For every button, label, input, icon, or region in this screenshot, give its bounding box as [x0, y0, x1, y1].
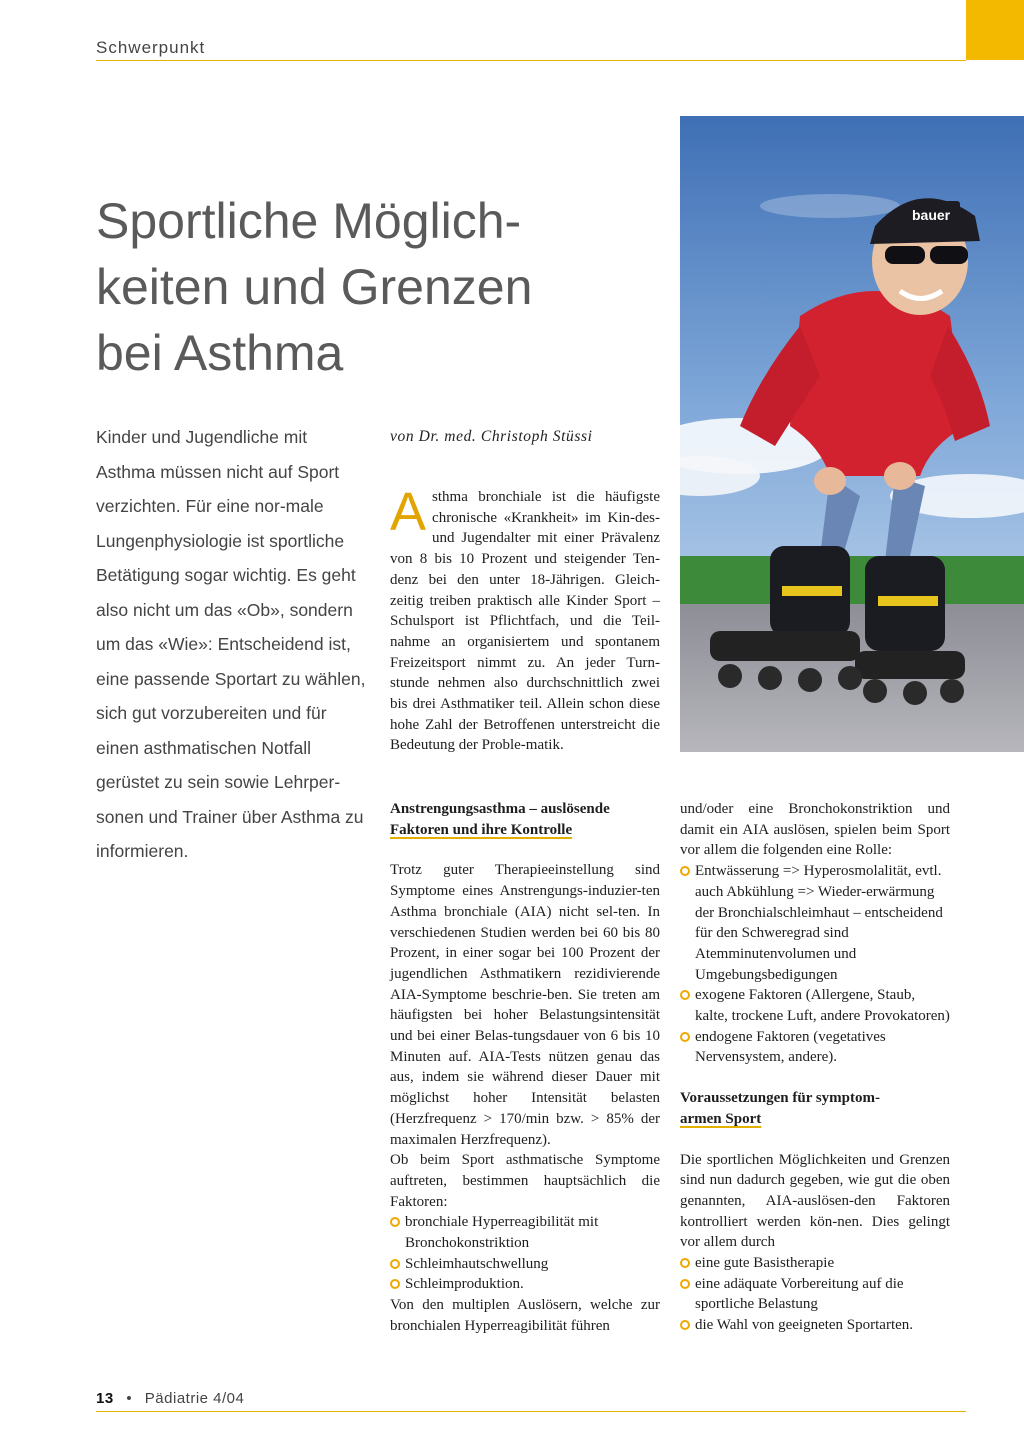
bullet-circle-icon: [680, 990, 690, 1000]
intro-text: sthma bronchiale ist die häufigste chronische «Krankheit» im Kin-des- und Jugendalter mit einer Prävalenz von 8 bis 10 Prozent und steigender Ten-denz bei den unter 18-Jährigen. Gleich-zeitig treiben praktisch alle Kinder Sport – Schulsport ist Pflichtfach, und die Teil-nahme an organisiertem und spontanem Freizeitsport nimmt zu. An jeder Turn-stunde nehmen also durchschnittlich zwei bis drei Asthmatiker teil. Allein schon diese hohe Zahl der Betroffenen unterstreicht die Bedeutung der Proble-matik.: [390, 489, 660, 754]
footer-rule: [96, 1411, 966, 1412]
body-paragraph: Ob beim Sport asthmatische Symptome auftreten, bestimmen hauptsächlich die Faktoren:: [390, 1152, 660, 1210]
section-label: Schwerpunkt: [96, 38, 206, 57]
body-paragraph: Trotz guter Therapieeinstellung sind Symptome eines Anstrengungs-induzier-ten Asthma bronchiale (AIA) nicht sel-ten. In verschiedenen Studien werden bei 60 bis 80 Prozent, in einer sogar bei 100 Prozent der jugendlichen Asthmatikern rezidivierende AIA-Symptome beschrie-ben. Sie treten am häufigsten bei hoher Belastungsintensität und bei einer Belas-tungsdauer von 6 bis 10 Minuten auf. AIA-Tests nützen genau das aus, indem sie während dieser Dauer mit möglichst hoher Intensität belasten (Herzfrequenz > 170/min bzw. > 85% der maximalen Herzfrequenz).: [390, 862, 660, 1148]
bullet-list: [390, 1212, 660, 1295]
bullet-circle-icon: [390, 1217, 400, 1227]
intro-paragraph: [390, 482, 660, 756]
bullet-circle-icon: [680, 1258, 690, 1268]
bullet-circle-icon: [680, 1320, 690, 1330]
bullet-circle-icon: [680, 866, 690, 876]
intro-column: [390, 482, 660, 756]
publication-name: Pädiatrie 4/04: [144, 1390, 245, 1407]
bullet-circle-icon: [390, 1259, 400, 1269]
list-item: [390, 1254, 660, 1275]
section-heading-line: Faktoren und ihre Kontrolle: [390, 821, 573, 838]
list-item: [680, 1253, 950, 1274]
title-line: Sportliche Möglich-: [96, 193, 522, 249]
bullet-list: [680, 861, 950, 1068]
title-line: keiten und Grenzen: [96, 259, 533, 315]
body-column-right: [680, 799, 950, 1336]
section-heading-line: Voraussetzungen für symptom-: [680, 1090, 881, 1107]
footer-separator: •: [126, 1390, 133, 1407]
author-byline: von Dr. med. Christoph Stüssi: [390, 428, 593, 445]
list-item-text: eine adäquate Vorbereitung auf die sportliche Belastung: [695, 1275, 904, 1313]
list-item-text: endogene Faktoren (vegetatives Nervensystem, andere).: [695, 1028, 886, 1066]
section-heading-line: armen Sport: [680, 1110, 762, 1127]
body-column-middle: [390, 799, 660, 1337]
body-paragraph: Von den multiplen Auslösern, welche zur bronchialen Hyperreagibilität führen: [390, 1297, 660, 1334]
list-item: [680, 1027, 950, 1068]
bullet-circle-icon: [680, 1032, 690, 1042]
list-item-text: exogene Faktoren (Allergene, Staub, kalte, trockene Luft, andere Provokatoren): [695, 987, 950, 1025]
list-item-text: Schleimhautschwellung: [405, 1255, 549, 1272]
title-line: bei Asthma: [96, 325, 344, 381]
section-heading: [680, 1088, 950, 1129]
cap-logo-text: bauer: [912, 207, 951, 223]
body-paragraph: und/oder eine Bronchokonstriktion und damit ein AIA auslösen, spielen beim Sport vor allem die folgenden eine Rolle:: [680, 801, 950, 859]
article-title: [96, 188, 636, 386]
bullet-list: [680, 1253, 950, 1336]
body-paragraph: Die sportlichen Möglichkeiten und Grenzen sind nun dadurch gegeben, wie gut die oben genannten, AIA-auslösen-den Faktoren kontrolliert werden kön-nen. Dies gelingt vor allem durch: [680, 1151, 950, 1251]
page-number: 13: [96, 1390, 114, 1407]
list-item: [390, 1274, 660, 1295]
section-heading-line: Anstrengungsasthma – auslösende: [390, 801, 610, 817]
list-item: [680, 1315, 950, 1336]
list-item-text: eine gute Basistherapie: [695, 1255, 835, 1272]
list-item-text: bronchiale Hyperreagibilität mit Bronchokonstriktion: [405, 1214, 599, 1252]
list-item-text: Schleimproduktion.: [405, 1276, 524, 1293]
section-heading: [390, 799, 660, 840]
page-footer: [96, 1390, 244, 1407]
list-item: [680, 861, 950, 985]
bullet-circle-icon: [390, 1279, 400, 1289]
list-item: [680, 985, 950, 1026]
lead-paragraph: Kinder und Jugendliche mit Asthma müssen nicht auf Sport verzichten. Für eine nor-male Lungenphysiologie ist sportliche Betätigung sogar wichtig. Es geht also nicht um das «Ob», sondern um das «Wie»: Entscheidend ist, eine passende Sportart zu wählen, sich gut vorzubereiten und für einen asthmatischen Notfall gerüstet zu sein sowie Lehrper-sonen und Trainer über Asthma zu informieren.: [96, 427, 366, 861]
list-item-text: die Wahl von geeigneten Sportarten.: [695, 1317, 914, 1334]
corner-accent-block: [966, 0, 1024, 60]
list-item-text: Entwässerung => Hyperosmolalität, evtl. auch Abkühlung => Wieder-erwärmung der Bronchialschleimhaut – entscheidend für den Schweregrad sind Atemminutenvolumen und Umgebungsbedigungen: [695, 863, 943, 983]
bullet-circle-icon: [680, 1279, 690, 1289]
list-item: [680, 1274, 950, 1315]
child-inline-skating-photo: [680, 116, 1024, 752]
list-item: [390, 1212, 660, 1253]
header-rule: [96, 60, 966, 61]
drop-cap: A: [390, 482, 427, 542]
